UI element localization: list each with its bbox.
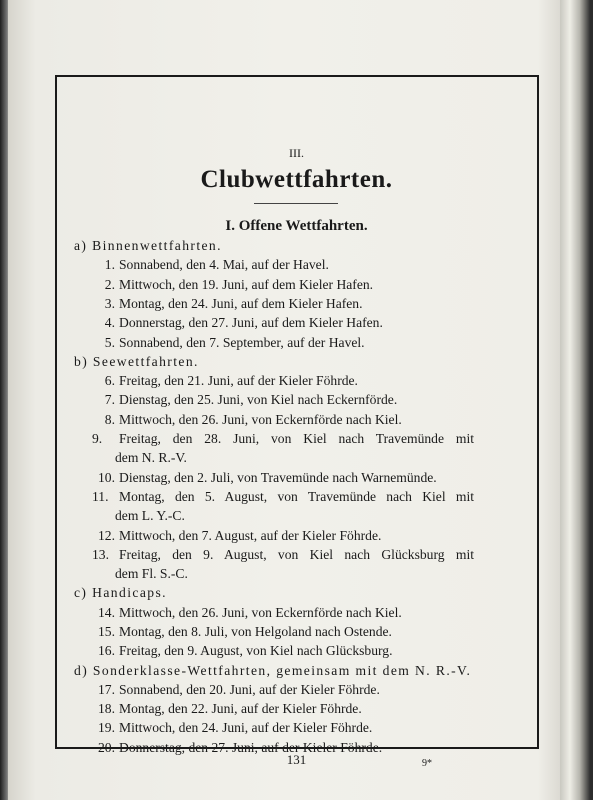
race-text: Mittwoch, den 24. Juni, auf der Kieler Föhrde. [119, 720, 373, 735]
page-number: 131 [286, 752, 307, 767]
title-divider [254, 203, 338, 204]
race-number: 11. [92, 489, 109, 504]
race-number: 7. [104, 392, 115, 407]
race-number: 19. [98, 720, 115, 735]
race-number: 3. [104, 296, 115, 311]
race-number: 20. [98, 740, 115, 755]
group-heading: c) Handicaps. [74, 585, 167, 600]
race-item [92, 719, 474, 737]
race-number: 13. [92, 547, 109, 562]
race-text: Mittwoch, den 7. August, auf der Kieler Föhrde. [119, 528, 382, 543]
page-title: Clubwettfahrten. [200, 166, 393, 193]
group-heading: a) Binnenwettfahrten. [74, 238, 222, 253]
race-number: 6. [104, 373, 115, 388]
race-item [92, 700, 474, 718]
race-number: 14. [98, 605, 115, 620]
race-text: Montag, den 24. Juni, auf dem Kieler Hafen. [119, 296, 363, 311]
race-number: 4. [104, 315, 115, 330]
race-item [92, 314, 474, 332]
race-number: 2. [104, 277, 115, 292]
race-number: 15. [98, 624, 115, 639]
race-text: Montag, den 5. August, von Travemünde nach Kiel mit [119, 489, 474, 504]
race-item [92, 411, 474, 429]
race-item [92, 276, 474, 294]
race-text: Montag, den 22. Juni, auf der Kieler Föhrde. [119, 701, 362, 716]
section-subtitle: I. Offene Wettfahrten. [225, 218, 368, 234]
race-text: Freitag, den 28. Juni, von Kiel nach Travemünde mit [119, 431, 474, 446]
group-heading: d) Sonderklasse-Wettfahrten, gemeinsam mit dem N. R.-V. [74, 663, 472, 678]
race-item [92, 334, 474, 352]
race-item [92, 469, 474, 487]
race-item [92, 391, 474, 409]
race-text: Mittwoch, den 26. Juni, von Eckernförde nach Kiel. [119, 605, 402, 620]
race-text: Mittwoch, den 19. Juni, auf dem Kieler Hafen. [119, 277, 374, 292]
race-text: Freitag, den 21. Juni, auf der Kieler Föhrde. [119, 373, 358, 388]
race-number: 5. [104, 335, 115, 350]
signature-mark: 9* [422, 758, 432, 769]
section-numeral: III. [289, 146, 304, 160]
race-number: 8. [104, 412, 115, 427]
race-item [92, 430, 474, 448]
race-number: 10. [98, 470, 115, 485]
race-number: 16. [98, 643, 115, 658]
race-item [92, 372, 474, 390]
race-item [92, 295, 474, 313]
race-text: Donnerstag, den 27. Juni, auf der Kieler Föhrde. [119, 740, 383, 755]
race-item [92, 546, 474, 564]
race-item [92, 488, 474, 506]
race-text: Freitag, den 9. August, von Kiel nach Glücksburg. [119, 643, 393, 658]
race-item [92, 604, 474, 622]
race-text: Freitag, den 9. August, von Kiel nach Glücksburg mit [119, 547, 474, 562]
page-fore-edge [560, 0, 593, 800]
race-number: 9. [92, 431, 103, 446]
race-text: Sonnabend, den 20. Juni, auf der Kieler Föhrde. [119, 682, 380, 697]
race-item [92, 642, 474, 660]
race-text: Dienstag, den 25. Juni, von Kiel nach Eckernförde. [119, 392, 398, 407]
race-item [92, 681, 474, 699]
race-text: Donnerstag, den 27. Juni, auf dem Kieler Hafen. [119, 315, 383, 330]
race-text-continuation: dem N. R.-V. [115, 450, 187, 465]
race-item [92, 527, 474, 545]
race-number: 17. [98, 682, 115, 697]
race-text-continuation: dem Fl. S.-C. [115, 566, 188, 581]
race-item [92, 623, 474, 641]
race-text: Montag, den 8. Juli, von Helgoland nach Ostende. [119, 624, 392, 639]
race-text-continuation: dem L. Y.-C. [115, 508, 185, 523]
race-text: Sonnabend, den 4. Mai, auf der Havel. [119, 257, 329, 272]
race-text: Sonnabend, den 7. September, auf der Havel. [119, 335, 365, 350]
race-number: 12. [98, 528, 115, 543]
race-text: Mittwoch, den 26. Juni, von Eckernförde nach Kiel. [119, 412, 402, 427]
group-heading: b) Seewettfahrten. [74, 354, 199, 369]
race-number: 18. [98, 701, 115, 716]
race-number: 1. [104, 257, 115, 272]
race-item [92, 256, 474, 274]
race-text: Dienstag, den 2. Juli, von Travemünde nach Warnemünde. [119, 470, 437, 485]
